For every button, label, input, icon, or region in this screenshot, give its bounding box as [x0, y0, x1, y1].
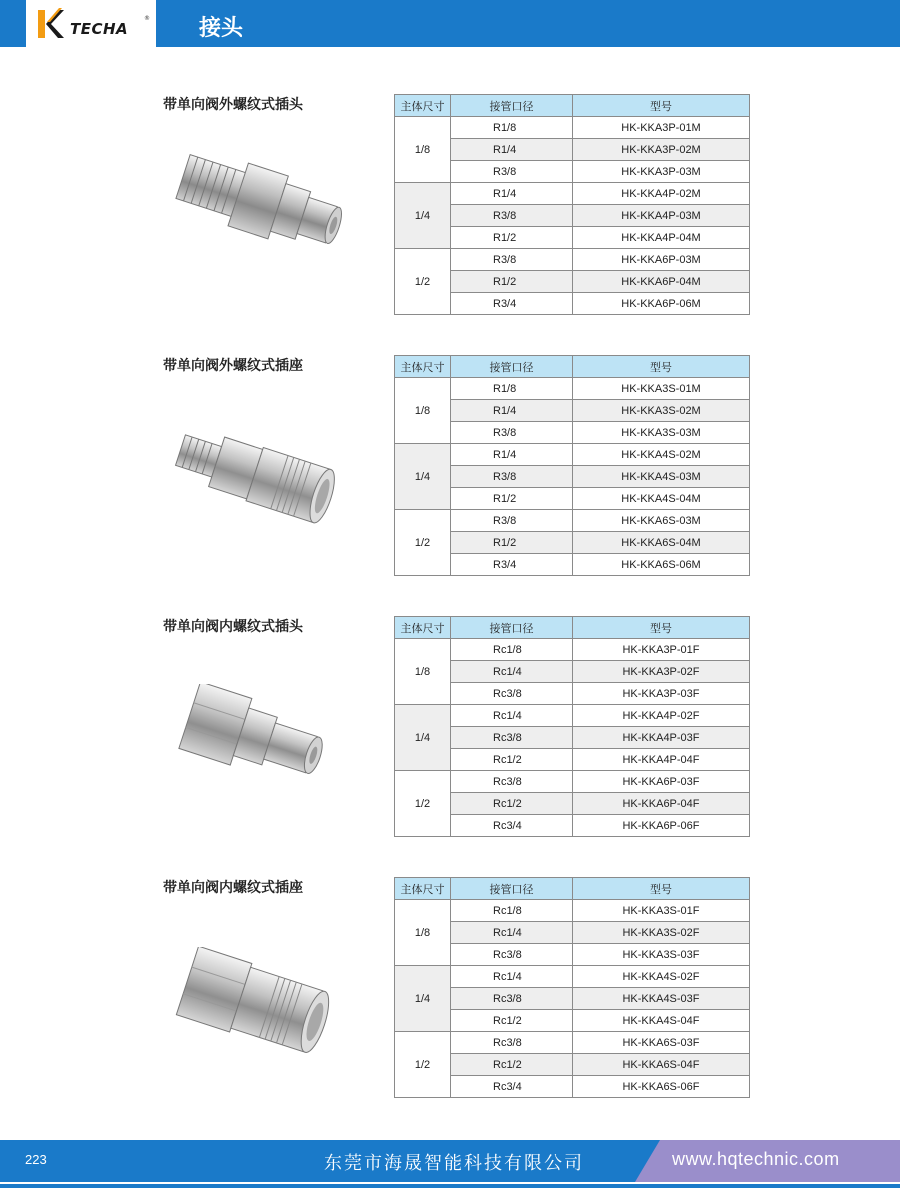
header-port: 接管口径: [451, 878, 573, 900]
model-cell: HK-KKA6S-06F: [573, 1076, 750, 1098]
website-link[interactable]: www.hqtechnic.com: [672, 1149, 840, 1169]
model-cell: HK-KKA4P-03M: [573, 205, 750, 227]
model-cell: HK-KKA3S-02M: [573, 400, 750, 422]
size-cell: 1/2: [395, 1032, 451, 1098]
ktecha-logo-icon: [34, 6, 64, 42]
model-cell: HK-KKA6P-04F: [573, 793, 750, 815]
header-size: 主体尺寸: [395, 95, 451, 117]
port-cell: Rc3/8: [451, 683, 573, 705]
external-thread-plug-image: [168, 152, 358, 272]
model-cell: HK-KKA4S-02M: [573, 444, 750, 466]
table-row: [395, 966, 750, 988]
size-cell: 1/4: [395, 444, 451, 510]
header-port: 接管口径: [451, 617, 573, 639]
internal-thread-socket-image: [168, 947, 343, 1072]
port-cell: Rc3/8: [451, 727, 573, 749]
model-cell: HK-KKA4S-03M: [573, 466, 750, 488]
model-cell: HK-KKA6P-06F: [573, 815, 750, 837]
table-header-row: [395, 356, 750, 378]
size-cell: 1/2: [395, 249, 451, 315]
port-cell: Rc3/8: [451, 1032, 573, 1054]
model-cell: HK-KKA4S-04F: [573, 1010, 750, 1032]
brand-logo: [26, 0, 156, 47]
table-row: [395, 705, 750, 727]
port-cell: R1/8: [451, 378, 573, 400]
header-model: 型号: [573, 95, 750, 117]
header-port: 接管口径: [451, 95, 573, 117]
table-row: [395, 771, 750, 793]
external-thread-socket-image: [168, 423, 343, 543]
port-cell: R3/4: [451, 554, 573, 576]
spec-table: [394, 355, 750, 576]
port-cell: Rc1/4: [451, 705, 573, 727]
size-cell: 1/8: [395, 900, 451, 966]
table-header-row: [395, 617, 750, 639]
page-title: 接头: [199, 16, 244, 41]
port-cell: Rc1/4: [451, 661, 573, 683]
model-cell: HK-KKA4P-02F: [573, 705, 750, 727]
port-cell: R1/4: [451, 444, 573, 466]
header-model: 型号: [573, 356, 750, 378]
section-title: 带单向阀内螺纹式插座: [163, 880, 303, 896]
size-cell: 1/8: [395, 639, 451, 705]
header-size: 主体尺寸: [395, 878, 451, 900]
size-cell: 1/2: [395, 510, 451, 576]
port-cell: R1/2: [451, 532, 573, 554]
port-cell: R1/4: [451, 183, 573, 205]
spec-table: [394, 616, 750, 837]
port-cell: Rc1/4: [451, 922, 573, 944]
header-port: 接管口径: [451, 356, 573, 378]
table-header-row: [395, 95, 750, 117]
table-row: [395, 378, 750, 400]
section-title: 带单向阀内螺纹式插头: [163, 619, 303, 635]
model-cell: HK-KKA4P-02M: [573, 183, 750, 205]
footer-underline: [0, 1184, 900, 1188]
model-cell: HK-KKA3S-02F: [573, 922, 750, 944]
internal-thread-plug-image: [168, 684, 343, 804]
port-cell: Rc3/4: [451, 1076, 573, 1098]
company-name: 东莞市海晟智能科技有限公司: [324, 1153, 584, 1174]
port-cell: R1/4: [451, 400, 573, 422]
table-row: [395, 900, 750, 922]
port-cell: R3/8: [451, 422, 573, 444]
model-cell: HK-KKA6P-04M: [573, 271, 750, 293]
model-cell: HK-KKA3P-02F: [573, 661, 750, 683]
port-cell: Rc3/4: [451, 815, 573, 837]
header-model: 型号: [573, 878, 750, 900]
port-cell: R1/2: [451, 227, 573, 249]
model-cell: HK-KKA6P-03F: [573, 771, 750, 793]
size-cell: 1/8: [395, 378, 451, 444]
model-cell: HK-KKA3P-03M: [573, 161, 750, 183]
port-cell: Rc1/2: [451, 749, 573, 771]
model-cell: HK-KKA3P-01F: [573, 639, 750, 661]
table-row: [395, 183, 750, 205]
size-cell: 1/4: [395, 705, 451, 771]
header-model: 型号: [573, 617, 750, 639]
table-header-row: [395, 878, 750, 900]
spec-table: [394, 877, 750, 1098]
model-cell: HK-KKA6S-04M: [573, 532, 750, 554]
spec-table: [394, 94, 750, 315]
registered-mark: ®: [144, 15, 150, 22]
model-cell: HK-KKA3S-01M: [573, 378, 750, 400]
port-cell: R3/8: [451, 249, 573, 271]
table-row: [395, 444, 750, 466]
model-cell: HK-KKA3S-01F: [573, 900, 750, 922]
model-cell: HK-KKA4S-03F: [573, 988, 750, 1010]
model-cell: HK-KKA3S-03M: [573, 422, 750, 444]
page-footer: [0, 1140, 900, 1182]
model-cell: HK-KKA4P-04F: [573, 749, 750, 771]
table-row: [395, 249, 750, 271]
model-cell: HK-KKA3P-03F: [573, 683, 750, 705]
model-cell: HK-KKA3P-01M: [573, 117, 750, 139]
port-cell: Rc1/8: [451, 639, 573, 661]
size-cell: 1/4: [395, 183, 451, 249]
port-cell: R3/8: [451, 161, 573, 183]
size-cell: 1/8: [395, 117, 451, 183]
table-row: [395, 510, 750, 532]
model-cell: HK-KKA3S-03F: [573, 944, 750, 966]
model-cell: HK-KKA4P-03F: [573, 727, 750, 749]
port-cell: Rc1/2: [451, 793, 573, 815]
port-cell: R1/4: [451, 139, 573, 161]
section-title: 带单向阀外螺纹式插头: [163, 97, 303, 113]
model-cell: HK-KKA4S-02F: [573, 966, 750, 988]
brand-text: TECHA: [70, 20, 129, 38]
model-cell: HK-KKA4P-04M: [573, 227, 750, 249]
port-cell: Rc1/8: [451, 900, 573, 922]
port-cell: R3/8: [451, 466, 573, 488]
port-cell: R3/4: [451, 293, 573, 315]
port-cell: R3/8: [451, 205, 573, 227]
model-cell: HK-KKA3P-02M: [573, 139, 750, 161]
model-cell: HK-KKA6S-03M: [573, 510, 750, 532]
port-cell: R3/8: [451, 510, 573, 532]
header-size: 主体尺寸: [395, 356, 451, 378]
port-cell: Rc1/2: [451, 1054, 573, 1076]
port-cell: Rc3/8: [451, 988, 573, 1010]
table-row: [395, 1032, 750, 1054]
page-header: [0, 0, 900, 47]
port-cell: Rc1/4: [451, 966, 573, 988]
table-row: [395, 639, 750, 661]
model-cell: HK-KKA6S-03F: [573, 1032, 750, 1054]
model-cell: HK-KKA6S-04F: [573, 1054, 750, 1076]
size-cell: 1/2: [395, 771, 451, 837]
header-size: 主体尺寸: [395, 617, 451, 639]
port-cell: Rc3/8: [451, 771, 573, 793]
table-row: [395, 117, 750, 139]
port-cell: R1/2: [451, 488, 573, 510]
port-cell: R1/2: [451, 271, 573, 293]
model-cell: HK-KKA4S-04M: [573, 488, 750, 510]
port-cell: R1/8: [451, 117, 573, 139]
section-title: 带单向阀外螺纹式插座: [163, 358, 303, 374]
port-cell: Rc3/8: [451, 944, 573, 966]
size-cell: 1/4: [395, 966, 451, 1032]
model-cell: HK-KKA6P-03M: [573, 249, 750, 271]
model-cell: HK-KKA6P-06M: [573, 293, 750, 315]
port-cell: Rc1/2: [451, 1010, 573, 1032]
model-cell: HK-KKA6S-06M: [573, 554, 750, 576]
page-number: 223: [25, 1152, 47, 1167]
